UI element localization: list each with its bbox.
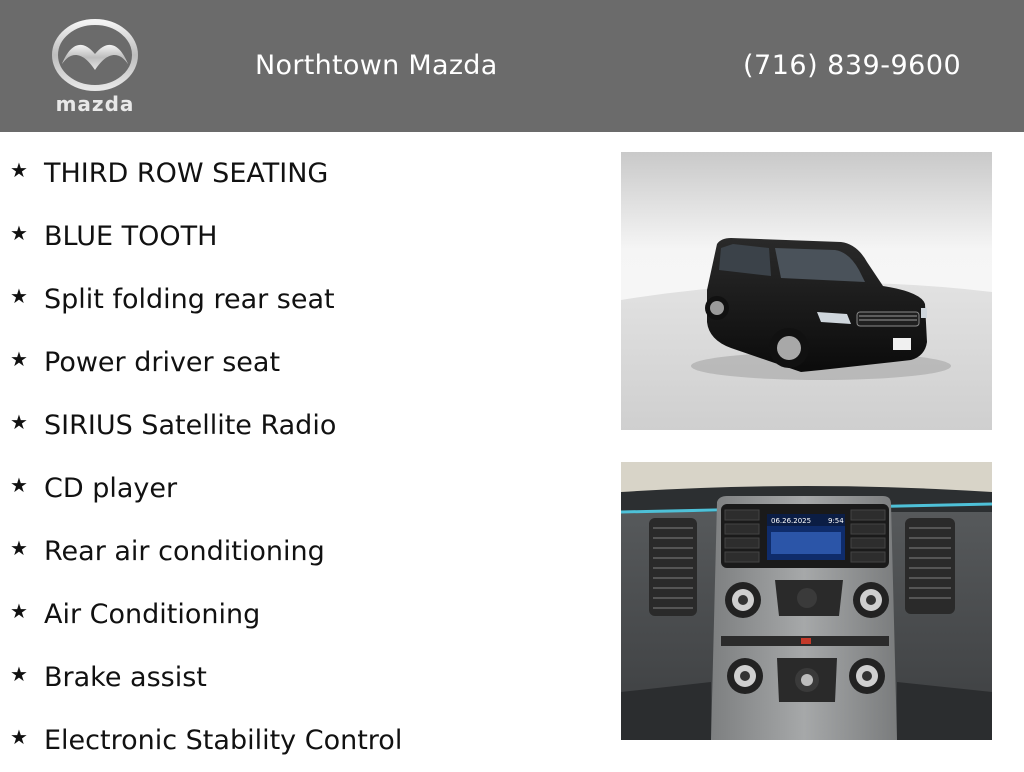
suv-exterior-image — [621, 152, 992, 430]
star-icon: ★ — [10, 220, 28, 245]
feature-item — [10, 709, 600, 772]
feature-label: Power driver seat — [44, 347, 281, 378]
feature-label: THIRD ROW SEATING — [44, 158, 329, 189]
feature-item — [10, 394, 600, 457]
star-icon: ★ — [10, 724, 28, 749]
feature-item — [10, 268, 600, 331]
feature-item — [10, 457, 600, 520]
star-icon: ★ — [10, 283, 28, 308]
dashboard-interior-image — [621, 462, 992, 740]
feature-label: Electronic Stability Control — [44, 725, 403, 756]
vehicle-exterior-photo[interactable] — [621, 152, 992, 430]
vehicle-interior-photo[interactable] — [621, 462, 992, 740]
mazda-logo[interactable] — [40, 18, 150, 116]
feature-item — [10, 331, 600, 394]
feature-item — [10, 646, 600, 709]
feature-item — [10, 520, 600, 583]
star-icon: ★ — [10, 472, 28, 497]
feature-label: Air Conditioning — [44, 599, 261, 630]
feature-label: BLUE TOOTH — [44, 221, 218, 252]
mazda-wordmark: mazda — [55, 92, 135, 116]
screen-date: 06.26.2025 — [771, 517, 812, 525]
feature-label: Split folding rear seat — [44, 284, 335, 315]
screen-time: 9:54 — [828, 517, 844, 525]
star-icon: ★ — [10, 661, 28, 686]
feature-item — [10, 583, 600, 646]
dealer-header — [0, 0, 1024, 132]
feature-item — [10, 205, 600, 268]
feature-list — [10, 142, 600, 772]
feature-label: Rear air conditioning — [44, 536, 325, 567]
feature-item — [10, 142, 600, 205]
mazda-emblem-icon — [40, 18, 150, 94]
feature-label: Brake assist — [44, 662, 207, 693]
feature-label: SIRIUS Satellite Radio — [44, 410, 337, 441]
star-icon: ★ — [10, 157, 28, 182]
star-icon: ★ — [10, 598, 28, 623]
star-icon: ★ — [10, 409, 28, 434]
dealer-phone[interactable]: (716) 839-9600 — [743, 50, 962, 81]
star-icon: ★ — [10, 346, 28, 371]
feature-label: CD player — [44, 473, 178, 504]
star-icon: ★ — [10, 535, 28, 560]
dealer-name: Northtown Mazda — [255, 50, 498, 81]
